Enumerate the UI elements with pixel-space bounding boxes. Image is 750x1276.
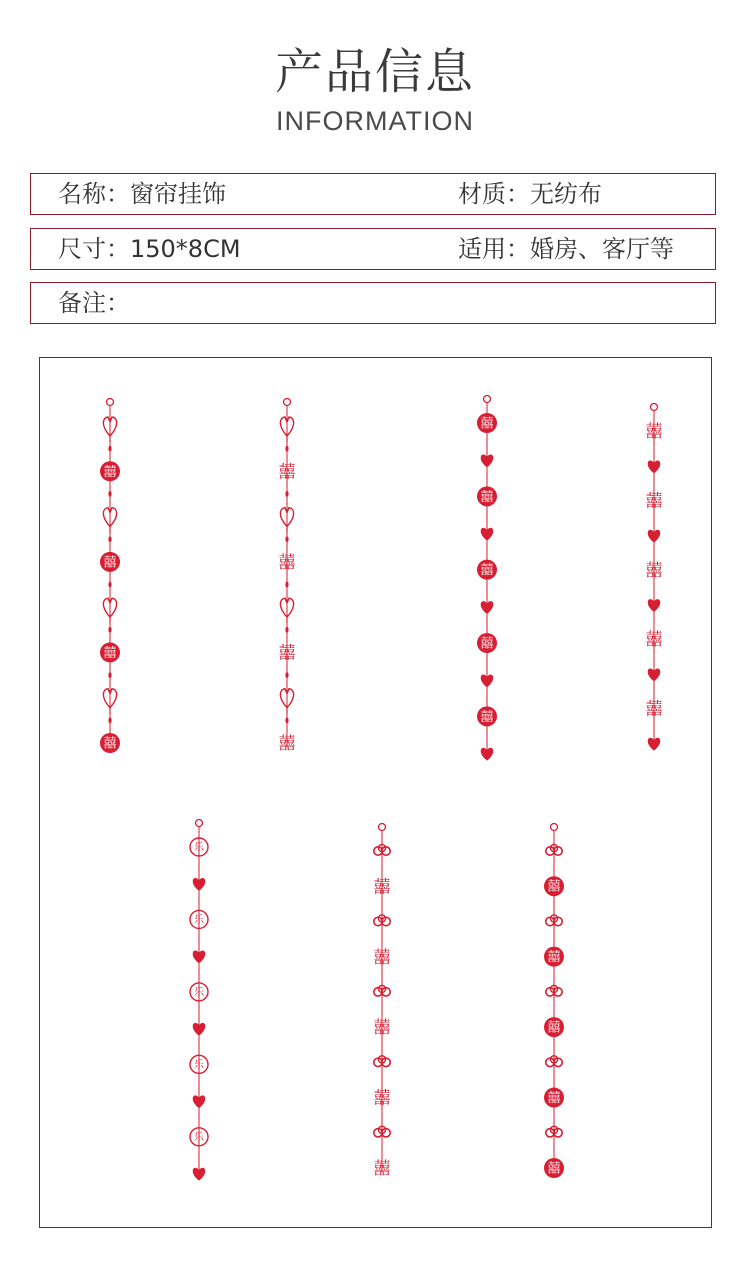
svg-text:囍: 囍 [480, 636, 494, 652]
hanging-ring [284, 399, 291, 406]
product-name: 名称：窗帘挂饰 [58, 180, 226, 208]
happiness-round-ornament [100, 733, 120, 753]
bead [108, 627, 111, 633]
square-happiness-heart-garland [646, 404, 663, 751]
svg-text:囍: 囍 [645, 491, 663, 512]
page-title: 产品信息 [274, 44, 475, 100]
svg-text:囍: 囍 [278, 643, 296, 664]
happiness-round-ornament [477, 633, 497, 653]
bead [108, 536, 111, 542]
svg-text:囍: 囍 [103, 736, 117, 752]
bead [108, 491, 111, 497]
hanging-ring [196, 820, 203, 827]
svg-text:囍: 囍 [103, 555, 117, 571]
happiness-ornament [279, 734, 296, 754]
svg-text:乐: 乐 [194, 915, 204, 927]
bead [285, 627, 288, 633]
happiness-round-ornament [100, 642, 120, 662]
bead [285, 446, 288, 452]
happiness-round-ornament [100, 461, 120, 481]
hanging-ring [379, 824, 386, 831]
happiness-ornament [646, 491, 663, 511]
hanging-ring [651, 404, 658, 411]
flower-double-happiness-outline-garland [279, 399, 296, 755]
svg-text:囍: 囍 [480, 709, 494, 725]
happiness-ornament [646, 561, 663, 581]
svg-text:囍: 囍 [373, 1088, 391, 1109]
hanging-ring [484, 396, 491, 403]
happiness-ornament [279, 644, 296, 664]
svg-text:囍: 囍 [278, 462, 296, 483]
happiness-round-ornament [477, 706, 497, 726]
product-usage: 适用：婚房、客厅等 [458, 235, 674, 263]
svg-text:囍: 囍 [278, 734, 296, 755]
svg-text:囍: 囍 [547, 1161, 561, 1177]
svg-text:乐: 乐 [194, 1132, 204, 1144]
svg-text:囍: 囍 [547, 879, 561, 895]
bead [285, 672, 288, 678]
happiness-round-ornament [544, 1088, 564, 1108]
info-row-name-material [30, 173, 716, 215]
cloud-happiness-garland [374, 824, 391, 1180]
hanging-ring [107, 399, 114, 406]
bead [285, 717, 288, 723]
svg-text:囍: 囍 [480, 416, 494, 432]
happiness-ornament [374, 948, 391, 968]
happiness-ornament [646, 699, 663, 719]
page-subtitle: INFORMATION [276, 106, 474, 136]
svg-text:囍: 囍 [373, 877, 391, 898]
bead [108, 582, 111, 588]
happiness-round-ornament [477, 560, 497, 580]
svg-text:囍: 囍 [547, 1091, 561, 1107]
happiness-ornament [279, 462, 296, 482]
happiness-ornament [646, 630, 663, 650]
garland-photo [39, 357, 712, 1228]
svg-text:乐: 乐 [194, 1059, 204, 1071]
bead [108, 717, 111, 723]
happiness-round-ornament [100, 552, 120, 572]
happiness-round-ornament [544, 947, 564, 967]
round-happiness-heart-garland [477, 396, 497, 761]
svg-text:囍: 囍 [547, 950, 561, 966]
happiness-round-ornament [544, 1158, 564, 1178]
svg-text:囍: 囍 [480, 489, 494, 505]
flower-double-happiness-garland [100, 399, 120, 754]
bead [285, 536, 288, 542]
info-row-size-usage [30, 228, 716, 270]
product-size: 尺寸：150*8CM [58, 235, 241, 263]
happiness-ornament [374, 1159, 391, 1179]
svg-text:囍: 囍 [373, 947, 391, 968]
svg-text:囍: 囍 [480, 563, 494, 579]
svg-text:囍: 囍 [645, 560, 663, 581]
happiness-round-ornament [544, 876, 564, 896]
blessing-heart-garland [190, 820, 208, 1181]
bead [108, 446, 111, 452]
bead [285, 582, 288, 588]
bead [285, 491, 288, 497]
happiness-ornament [374, 1018, 391, 1038]
info-row-note [30, 282, 716, 324]
happiness-ornament [374, 877, 391, 897]
happiness-ornament [646, 422, 663, 442]
svg-text:囍: 囍 [373, 1159, 391, 1180]
svg-text:囍: 囍 [103, 645, 117, 661]
product-material: 材质：无纺布 [458, 180, 602, 208]
svg-text:乐: 乐 [194, 842, 204, 854]
svg-text:囍: 囍 [645, 699, 663, 720]
happiness-round-ornament [477, 413, 497, 433]
svg-text:囍: 囍 [645, 422, 663, 443]
happiness-ornament [279, 553, 296, 573]
happiness-round-ornament [477, 486, 497, 506]
svg-text:囍: 囍 [373, 1018, 391, 1039]
svg-text:囍: 囍 [547, 1020, 561, 1036]
bead [108, 672, 111, 678]
happiness-ornament [374, 1089, 391, 1109]
svg-text:乐: 乐 [194, 987, 204, 999]
cloud-round-happiness-garland [544, 824, 564, 1179]
svg-text:囍: 囍 [645, 630, 663, 651]
hanging-ring [551, 824, 558, 831]
product-note: 备注： [58, 289, 130, 317]
svg-text:囍: 囍 [278, 552, 296, 573]
svg-text:囍: 囍 [103, 464, 117, 480]
happiness-round-ornament [544, 1017, 564, 1037]
